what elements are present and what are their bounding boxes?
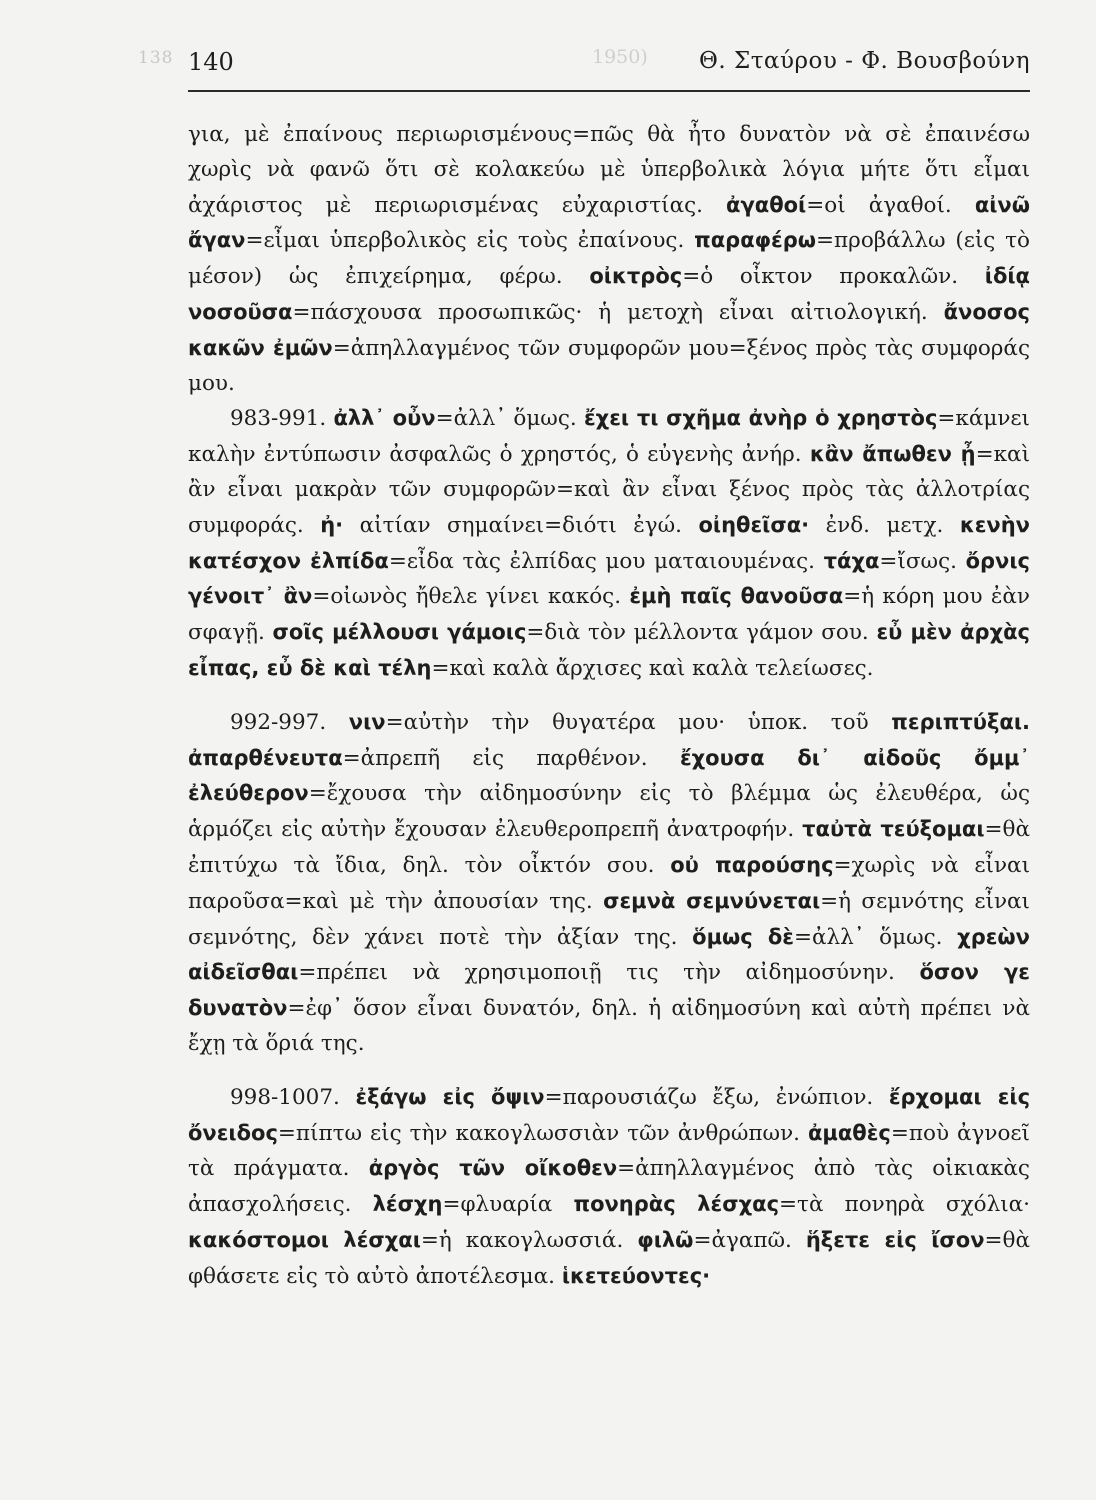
page-header <box>188 44 1030 92</box>
gloss-text: =καὶ ἂν εἶναι μακρὰν τῶν συμφορῶν=καὶ ἂν εἶναι ξένος πρὸς τὰς ἀλλοτρίας συμφοράς. <box>188 442 1031 538</box>
lemma-term: οἰκτρὸς <box>589 264 683 289</box>
lemma-term: ἠ· <box>320 512 344 537</box>
gloss-text: =χωρὶς νὰ εἶναι παροῦσα=καὶ μὲ τὴν ἀπουσίαν της. <box>188 852 1031 914</box>
gloss-text: =ποὺ ἀγνοεῖ τὰ πράγματα. <box>188 1120 1030 1182</box>
gloss-text: =ἀγαπῶ. <box>693 1227 806 1253</box>
gloss-text: =ἐφ᾽ ὅσον εἶναι δυνατόν, δηλ. ἡ αἰδημοσύνη καὶ αὐτὴ πρέπει νὰ ἔχῃ τὰ ὅριά της. <box>188 996 1030 1056</box>
gloss-text: =πάσχουσα προσωπικῶς· ἡ μετοχὴ εἶναι αἰτιολογική. <box>292 299 944 325</box>
lemma-term: ἔρχομαι εἰς ὄνειδος <box>188 1084 1031 1145</box>
gloss-text: =ἀπρεπῆ εἰς παρθένον. <box>342 745 680 771</box>
gloss-text: =εἶδα τὰς ἐλπίδας μου ματαιουμένας. <box>388 548 824 574</box>
lemma-term: ἔχει τι σχῆμα ἀνὴρ ὁ χρηστὸς <box>583 406 938 431</box>
lemma-term: ἐμὴ παῖς θανοῦσα <box>629 584 844 609</box>
lemma-term: κακόστομοι λέσχαι <box>188 1227 421 1252</box>
lemma-term: νιν <box>348 709 386 734</box>
lemma-term: κενὴν κατέσχον ἐλπίδα <box>188 512 1030 573</box>
lemma-term: ἄνοσος κακῶν ἐμῶν <box>188 299 1030 360</box>
gloss-text: =ἀπηλλαγμένος ἀπὸ τὰς οἰκιακὰς ἀπασχολήσεις. <box>188 1156 1030 1218</box>
gloss-text: =θὰ ἐπιτύχω τὰ ἴδια, δηλ. τὸν οἶκτόν σου. <box>188 817 1031 878</box>
lemma-term: εὖ μὲν ἀρχὰς εἶπας, εὖ δὲ καὶ τέλη <box>188 620 1030 680</box>
gloss-text: =διὰ τὸν μέλλοντα γάμον σου. <box>526 620 877 646</box>
gloss-text: =πρέπει νὰ χρησιμοποιῇ τις τὴν αἰδημοσύνην. <box>298 960 920 986</box>
gloss-text: =ἴσως. <box>879 548 966 574</box>
paragraph <box>188 705 1030 1062</box>
gloss-text: 998-1007. <box>230 1084 356 1110</box>
lemma-term: σοῖς μέλλουσι γάμοις <box>272 620 527 645</box>
lemma-term: τάχα <box>823 548 880 573</box>
lemma-term: ἀλλ᾽ οὖν <box>333 406 436 431</box>
gloss-text: =παρουσιάζω ἔξω, ἐνώπιον. <box>544 1084 889 1110</box>
lemma-term: ἀργὸς τῶν οἴκοθεν <box>368 1156 618 1181</box>
lemma-term: ὅμως δὲ <box>692 924 794 949</box>
lemma-term: ἥξετε εἰς ἴσον <box>805 1227 985 1252</box>
lemma-term: ἀγαθοί <box>726 192 807 217</box>
gloss-text: αἰτίαν σημαίνει=διότι ἐγώ. <box>343 512 699 538</box>
gloss-text: =ἡ κόρη μου ἐὰν σφαγῇ. <box>188 584 1030 646</box>
gloss-text: =ὁ οἶκτον προκαλῶν. <box>682 264 985 290</box>
gloss-text: =θὰ φθάσετε εἰς τὸ αὐτὸ ἀποτέλεσμα. <box>188 1227 1031 1289</box>
gloss-text: =ἀλλ᾽ ὅμως. <box>793 924 958 950</box>
lemma-term: κἂν ἄπωθεν ᾖ <box>809 442 976 467</box>
gloss-text: =πίπτω εἰς τὴν κακογλωσσιὰν τῶν ἀνθρώπων. <box>277 1120 808 1146</box>
gloss-text: 983-991. <box>230 406 334 432</box>
faded-header-text: 1950) <box>592 46 648 68</box>
gloss-text: για, μὲ ἐπαίνους περιωρισμένους=πῶς θὰ ἦτο δυνατὸν νὰ σὲ ἐπαινέσω χωρὶς νὰ φανῶ ὅτι σὲ κολακεύω μὲ ὑπερβολικὰ λόγια μήτε ὅτι εἶμαι ἀχάριστος μὲ περιωρισμένας εὐχαριστίας. <box>188 122 1030 218</box>
lemma-term: οὐ παρούσης <box>670 852 834 877</box>
gloss-text: ἐνδ. μετχ. <box>809 512 960 538</box>
paragraph <box>188 401 1030 686</box>
faded-page-number: 138 <box>138 48 174 68</box>
lemma-term: παραφέρω <box>694 228 817 253</box>
gloss-text: 992-997. <box>230 709 349 735</box>
lemma-term: ἀμαθὲς <box>808 1120 891 1145</box>
gloss-text: =ἀλλ᾽ ὅμως. <box>435 406 584 432</box>
lemma-term: περιπτύξαι. ἀπαρθένευτα <box>188 709 1030 770</box>
page-number: 140 <box>188 48 234 76</box>
lemma-term: ταὐτὰ τεύξομαι <box>802 817 985 842</box>
paragraph <box>188 118 1030 401</box>
gloss-text: =ἡ σεμνότης εἶναι σεμνότης, δὲν χάνει ποτὲ τὴν ἀξίαν της. <box>188 888 1030 950</box>
gloss-text: =ἔχουσα τὴν αἰδημοσύνην εἰς τὸ βλέμμα ὡς ἐλευθέρα, ὡς ἁρμόζει εἰς αὐτὴν ἔχουσαν ἐλευθεροπρεπῆ ἀνατροφήν. <box>188 781 1030 843</box>
lemma-term: χρεὼν αἰδεῖσθαι <box>188 924 1030 985</box>
gloss-text: =τὰ πονηρὰ σχόλια· <box>779 1192 1030 1218</box>
lemma-term: λέσχη <box>372 1192 443 1217</box>
gloss-text: =ἀπηλλαγμένος τῶν συμφορῶν μου=ξένος πρὸς τὰς συμφοράς μου. <box>188 335 1030 396</box>
gloss-text: =φλυαρία <box>442 1192 574 1218</box>
lemma-term: αἰνῶ ἄγαν <box>188 192 1030 253</box>
gloss-text: =κάμνει καλὴν ἐντύπωσιν ἀσφαλῶς ὁ χρηστός, ὁ εὐγενὴς ἀνήρ. <box>188 406 1030 468</box>
gloss-text: =προβάλλω (εἰς τὸ μέσον) ὡς ἐπιχείρημα, φέρω. <box>188 228 1030 290</box>
lemma-term: ἱκετεύοντες· <box>561 1263 711 1288</box>
lemma-term: φιλῶ <box>637 1227 694 1252</box>
lemma-term: σεμνὰ σεμνύνεται <box>603 888 821 913</box>
running-head: Θ. Σταύρου - Φ. Βουσβούνη <box>698 48 1030 74</box>
gloss-text: =αὐτὴν τὴν θυγατέρα μου· ὑποκ. τοῦ <box>385 709 892 735</box>
gloss-text: =οἱ ἀγαθοί. <box>806 192 975 218</box>
paragraph <box>188 1080 1030 1295</box>
lemma-term: ἰδίᾳ νοσοῦσα <box>188 264 1030 324</box>
lemma-term: ἐξάγω εἰς ὄψιν <box>355 1084 545 1109</box>
gloss-text: =οἰωνὸς ἤθελε γίνει κακός. <box>312 584 630 610</box>
gloss-text: =εἶμαι ὑπερβολικὸς εἰς τοὺς ἐπαίνους. <box>245 228 695 254</box>
lemma-term: ὅσον γε δυνατὸν <box>188 960 1030 1021</box>
lemma-term: πονηρὰς λέσχας <box>573 1192 780 1217</box>
lemma-term: ἔχουσα δι᾽ αἰδοῦς ὄμμ᾽ ἐλεύθερον <box>188 745 1030 806</box>
lemma-term: ὄρνις γένοιτ᾽ ἂν <box>188 548 1030 609</box>
gloss-text: =καὶ καλὰ ἄρχισες καὶ καλὰ τελείωσες. <box>431 655 874 681</box>
commentary-body <box>188 118 1030 1295</box>
lemma-term: οἰηθεῖσα· <box>698 512 810 537</box>
gloss-text: =ἡ κακογλωσσιά. <box>420 1227 638 1253</box>
